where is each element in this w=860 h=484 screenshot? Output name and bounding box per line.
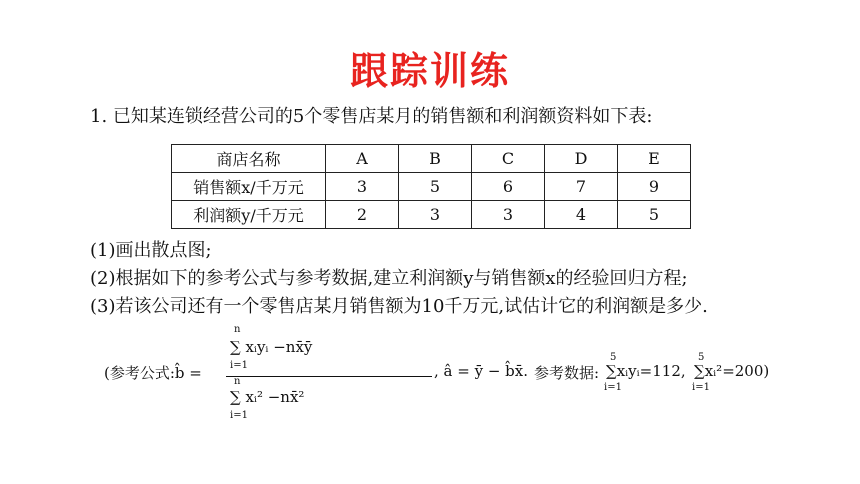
table-header-row bbox=[172, 145, 691, 173]
sum-upper-limit: n bbox=[234, 324, 241, 335]
data-label: 参考数据: bbox=[534, 364, 600, 382]
part-2: (2)根据如下的参考公式与参考数据,建立利润额y与销售额x的经验回归方程; bbox=[90, 268, 688, 289]
table-cell: 7 bbox=[545, 173, 618, 201]
formula-denominator: ∑ xᵢ² −nx̄² bbox=[230, 388, 305, 406]
sum-upper-limit: 5 bbox=[610, 352, 617, 363]
row-label: 利润额y/千万元 bbox=[172, 201, 326, 229]
row-label: 销售额x/千万元 bbox=[172, 173, 326, 201]
table-cell: 9 bbox=[618, 173, 691, 201]
sales-profit-table bbox=[171, 144, 691, 229]
sum-lower-limit: i=1 bbox=[230, 410, 248, 421]
formula-numerator: ∑ xᵢyᵢ −nx̄ȳ bbox=[230, 338, 313, 356]
sum-upper-limit: n bbox=[234, 376, 241, 387]
table-cell: 5 bbox=[399, 173, 472, 201]
table-cell: 3 bbox=[326, 173, 399, 201]
sum-lower-limit: i=1 bbox=[604, 382, 622, 393]
table-cell: 6 bbox=[472, 173, 545, 201]
table-row bbox=[172, 173, 691, 201]
table-header-cell: B bbox=[399, 145, 472, 173]
formula-lead: (参考公式:b̂ = bbox=[104, 364, 202, 382]
table-row bbox=[172, 201, 691, 229]
table-cell: 3 bbox=[399, 201, 472, 229]
part-3: (3)若该公司还有一个零售店某月销售额为10千万元,试估计它的利润额是多少. bbox=[90, 296, 708, 317]
table-header-cell: C bbox=[472, 145, 545, 173]
table-cell: 2 bbox=[326, 201, 399, 229]
question-intro: 1. 已知某连锁经营公司的5个零售店某月的销售额和利润额资料如下表: bbox=[90, 106, 653, 127]
table-cell: 3 bbox=[472, 201, 545, 229]
part-1: (1)画出散点图; bbox=[90, 240, 212, 261]
sum-upper-limit: 5 bbox=[698, 352, 705, 363]
page-title: 跟踪训练 bbox=[349, 49, 510, 93]
table-header-cell: D bbox=[545, 145, 618, 173]
table-cell: 4 bbox=[545, 201, 618, 229]
sum-x2: ∑xᵢ²=200) bbox=[694, 362, 770, 380]
formula-intercept: , â = ȳ − b̂x̄. bbox=[434, 362, 528, 380]
sum-lower-limit: i=1 bbox=[692, 382, 710, 393]
reference-formula bbox=[104, 326, 804, 426]
sum-xy: ∑xᵢyᵢ=112, bbox=[606, 362, 686, 380]
fraction-bar bbox=[226, 376, 432, 377]
table-cell: 5 bbox=[618, 201, 691, 229]
table-header-cell: 商店名称 bbox=[172, 145, 326, 173]
sum-lower-limit: i=1 bbox=[230, 360, 248, 371]
table-header-cell: E bbox=[618, 145, 691, 173]
table-header-cell: A bbox=[326, 145, 399, 173]
